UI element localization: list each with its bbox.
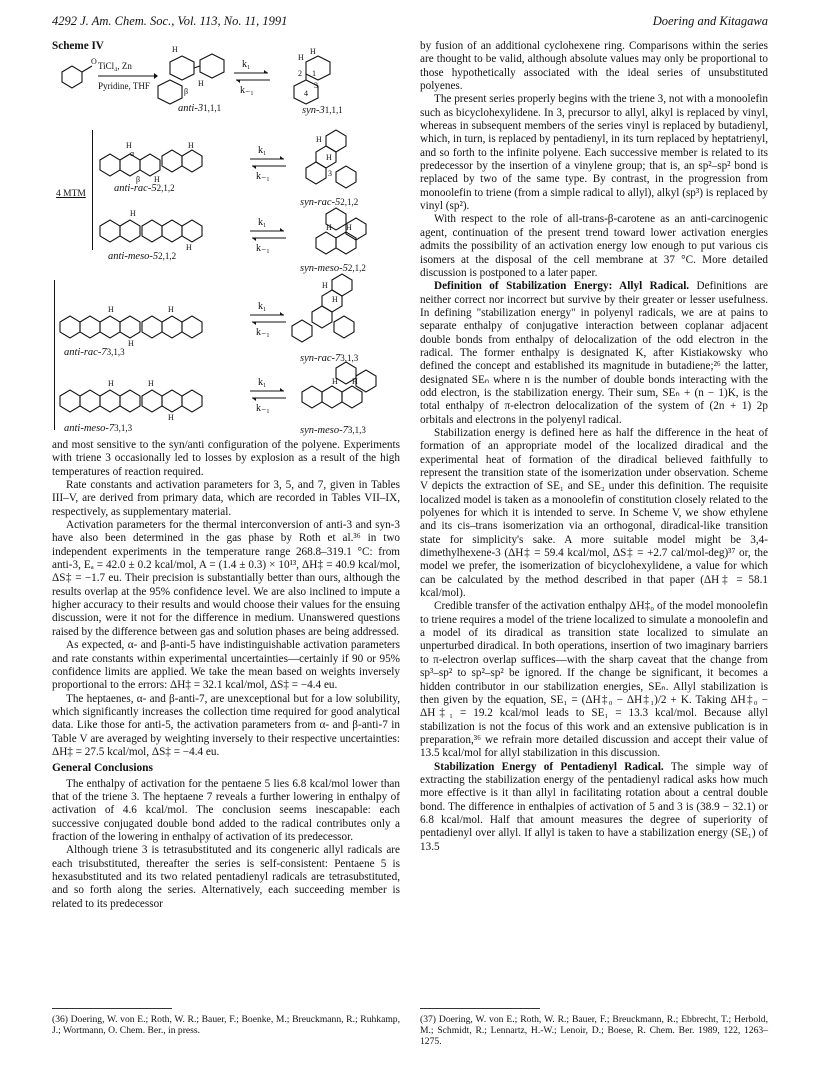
equilibrium-arrows-7b [250, 388, 286, 402]
k-1-label: k₋₁ [240, 85, 254, 96]
label-syn-3: syn-31,1,1 [302, 105, 343, 116]
cyclohexanone-structure [56, 58, 96, 88]
paragraph-text: The heptaenes, α- and β-anti-7, are unexceptional but for a low solubility, which significantly increases the collection time required for good analytical data. Like those for anti-5, the activation parameters from α- and β-anti-7 in Table V are averaged by weighting inversely to their respective uncertainties: ΔH‡ = 27.5 kcal/mol, ΔS‡ = −4.4 eu. [52, 692, 400, 758]
svg-text:4: 4 [304, 89, 308, 98]
svg-text:H: H [126, 141, 132, 150]
paragraph [52, 519, 400, 639]
label-anti-rac-5: anti-rac-52,1,2 [114, 183, 175, 194]
paragraph-text: The present series properly begins with the triene 3, not with a monoolefin such as bicyclohexylidene. In 3, precursor to allyl, alkyl is replaced by vinyl, whereas in subsequent members of the series vinyl is replaced by butadienyl, which, in turn, is replaced by pentadienyl, in its turn replaced by heptatrienyl, and so forth to the infinite polyene. Each successive member is related to its predecessor by the insertion of a vinylene group; that is, an sp²–sp² bond is replaced by two of the same type. By contrast, in the progression from monoolefin to triene (from a simple radical to allyl), alkyl (sp³) is replaced by vinyl (sp²). [420, 93, 768, 213]
svg-text:H: H [332, 295, 338, 304]
paragraph-text: The simple way of extracting the stabilization energy of the pentadienyl radical asks how much more effective is it than allyl in facilitating rotation about a central double bond. The difference in enthalpies of activation of 5 and 3 is (38.9 − 32.1) or 6.8 kcal/mol. Half that amount measures the degree of superiority of pentadienyl over allyl. If allyl is taken to have a stabilization energy (SE₁) of 13.5 [420, 760, 768, 853]
label-syn-rac-5: syn-rac-52,1,2 [300, 197, 359, 208]
footnote-rule-right [420, 1008, 540, 1009]
running-head [52, 14, 768, 34]
svg-text:H: H [154, 175, 160, 184]
right-column-text [420, 40, 768, 854]
svg-text:1: 1 [312, 69, 316, 78]
brace-5 [92, 130, 93, 250]
footnote-37: (37) Doering, W. von E.; Roth, W. R.; Bauer, F.; Breuckmann, R.; Ebbrecht, T.; Herbold, M.; Schmidt, R.; Lennartz, H.-W.; Lenoir, D.; Boese, R. Chem. Ber. 1989, 122, 1263–1275. [420, 1014, 768, 1048]
syn-meso-5-structure [296, 208, 376, 268]
svg-text:β: β [136, 175, 141, 184]
k1-label-7b: k₁ [258, 377, 267, 388]
paragraph-text: As expected, α- and β-anti-5 have indistinguishable activation parameters and rate constants within experimental uncertainties—certainly if 90 or 95% confidence limits are applied. We take the mean based on weights inversely proportional to the errors: ΔH‡ = 32.1 kcal/mol, ΔS‡ = −4.4 eu. [52, 639, 400, 692]
paragraph-text: Definitions are neither correct nor incorrect but survive by their greater or lesser usefulness. In defining "stabilization energy" in polyenyl radicals, we are at pains to separate enthalpy of conjugative interaction between coplanar adjacent double bonds from enthalpy of delocalization of the odd electron in the radical. The former enthalpy is designated K, after Kistiakowsky who defined the concept and established its magnitude in butadiene;²⁶ the latter, designated SEₙ where n is the number of double bonds interacting with the odd electron, is the stabilization energy. Their sum, SEₙ + (n − 1)K, is the total enthalpy of π-electron delocalization of the system of (2n + 1) 2p orbitals and electrons in the polyenyl radical. [420, 280, 768, 426]
svg-text:α: α [130, 149, 135, 158]
paragraph-text: With respect to the role of all-trans-β-carotene as an anti-carcinogenic agent, continuation of the present trend toward lower activation energies admits the possibility of an activation energy low enough to put various cis isomers at the disposal of the cell membrane at 37 °C. More detailed discussion is postponed to a later paper. [420, 213, 768, 279]
paragraph [52, 639, 400, 692]
svg-text:H: H [310, 47, 316, 56]
equilibrium-arrows-5a [250, 156, 286, 170]
anti-3-structure [160, 45, 230, 102]
k-1-label-5a: k₋₁ [256, 171, 270, 182]
svg-text:H: H [168, 413, 174, 422]
paragraph [52, 844, 400, 911]
paragraph-text: Activation parameters for the thermal interconversion of anti-3 and syn-3 have also been determined in the gas phase by Roth et al.³⁶ in two independent experiments in the temperature range 268.8–319.1 °C: from anti-3, Eₐ = 42.0 ± 0.2 kcal/mol, A = (1.4 ± 0.3) × 10¹³, ΔH‡ = 40.9 kcal/mol, ΔS‡ = −1.7 eu. Their precision is substantially better than ours, although the results overlap at the 95% confidence level. We are also inclined to impute a higher accuracy to their results and would choose their values for the ensuing discussion, were it not for the difference in medium. Unanswered questions raised by the difference between gas and solution phases are being addressed. [52, 519, 400, 638]
right-column [420, 40, 768, 854]
paragraph [420, 213, 768, 280]
svg-text:H: H [128, 339, 134, 348]
svg-text:H: H [186, 243, 192, 252]
svg-text:2: 2 [298, 69, 302, 78]
svg-text:H: H [172, 45, 178, 54]
k-1-label-7b: k₋₁ [256, 403, 270, 414]
paragraph-text: by fusion of an additional cyclohexene ring. Comparisons within the series are thought to be valid, although absolute values may only be proportional to those hypothetically associated with the ideal series of unsubstituted polyenes. [420, 40, 768, 93]
k1-label-5b: k₁ [258, 217, 267, 228]
paragraph-text: Credible transfer of the activation enthalpy ΔH‡₀ of the model monoolefin to triene requires a model of the triene localized to simulate a monoolefin and a model of its diradical as transition state localized to simulate an unperturbed diradical. In both operations, insertion of two imaginary barriers to π-electron overlap suffices—with the sharp caveat that the change from sp³–sp² to sp²–sp² be ignored. If the change be significant, it becomes a hidden contributor in our stabilization energies, SEₙ. Allyl stabilization is then given by the equation, SE₁ = (ΔH‡₀ − ΔH‡₁)/2 + K. Taking ΔH‡₀ − ΔH‡₁ = 19.2 kcal/mol leads to SE₁ = 13.3 kcal/mol. Because allyl stabilization is not the focus of this work and an extensive publication is in preparation,³⁶ we refrain more detailed discussion and accept their value of 13.5 kcal/mol for allyl stabilization in this discussion. [420, 600, 768, 760]
scheme-title: Scheme IV [52, 40, 104, 52]
svg-text:H: H [322, 281, 328, 290]
paragraph-text: The enthalpy of activation for the pentaene 5 lies 6.8 kcal/mol lower than that of the triene 3. The heptaene 7 reveals a further lowering in enthalpy of activation of 4.6 kcal/mol. The conclusion seems inescapable: each successive conjugated double bond added to the radical contributes only a fraction of the lowering in enthalpy of activation of its predecessor. [52, 777, 400, 843]
paragraph-text: and most sensitive to the syn/anti configuration of the polyene. Experiments with triene 3 occasionally led to losses by explosion as a result of the high temperatures of reaction required. [52, 439, 400, 478]
svg-text:H: H [352, 377, 358, 386]
paragraph [420, 280, 768, 427]
svg-text:β: β [184, 87, 189, 96]
svg-text:H: H [188, 141, 194, 150]
svg-text:H: H [326, 223, 332, 232]
syn-rac-7-structure [292, 274, 382, 354]
svg-text:H: H [108, 305, 114, 314]
paragraph [420, 761, 768, 854]
label-syn-rac-7: syn-rac-73,1,3 [300, 353, 359, 364]
reagent-bottom: Pyridine, THF [98, 81, 150, 91]
paragraph-run-in-heading: Definition of Stabilization Energy: Allyl Radical. [434, 280, 690, 293]
paragraph-run-in-heading: Stabilization Energy of Pentadienyl Radical. [434, 760, 664, 773]
footnote-rule-left [52, 1008, 172, 1009]
k1-label-5a: k₁ [258, 145, 267, 156]
svg-text:3: 3 [314, 81, 318, 90]
k1-label-7a: k₁ [258, 301, 267, 312]
k-1-label-5b: k₋₁ [256, 243, 270, 254]
brace-7 [54, 280, 55, 430]
paragraph-text: Stabilization energy is defined here as half the difference in the heat of formation of an appropriate model of the localized diradical and the experimental heat of formation of the diradical believed faithfully to represent the transition state of the isomerization under observation. Scheme V depicts the extraction of SE₁ and SE₂ under this definition. The requisite localized model is taken as a monoolefin of constitution closely related to the polyenes for which it is intended to serve. In Scheme V, we show ethylene and its cis–trans isomerization via an orthogonal, diradical-like transition state for simplicity's sake. A more suitable model might be 3,4-dimethylhexene-3 (ΔH‡ = 59.4 kcal/mol, ΔS‡ = +2.7 cal/mol-deg)³⁷ or, the model we prefer, the isomerization of bicyclohexylidene, a value for which can be calculated by the method described in that paper (ΔH‡ = 58.1 kcal/mol). [420, 426, 768, 600]
equilibrium-arrows-7a [250, 312, 286, 326]
scheme-iv [52, 40, 400, 475]
equilibrium-arrows [234, 70, 270, 84]
paragraph [52, 479, 400, 519]
section-heading: General Conclusions [52, 762, 153, 775]
paragraph [420, 427, 768, 600]
paragraph [420, 40, 768, 93]
paragraph [52, 693, 400, 760]
syn-rac-5-structure [296, 130, 376, 200]
svg-text:H: H [332, 377, 338, 386]
k1-label: k₁ [242, 59, 251, 70]
label-anti-meso-7: anti-meso-73,1,3 [64, 423, 133, 434]
equilibrium-arrows-5b [250, 228, 286, 242]
header-authors: Doering and Kitagawa [652, 14, 768, 28]
svg-text:H: H [198, 79, 204, 88]
svg-text:O: O [91, 57, 97, 66]
header-citation: 4292 J. Am. Chem. Soc., Vol. 113, No. 11, 1991 [52, 14, 288, 28]
paragraph-text: Although triene 3 is tetrasubstituted and its congeneric allyl radicals are each trisubstituted, thereafter the series is self-consistent: Pentaene 5 is hexasubstituted and its two related pentadienyl radicals are tetrasubstituted, and so forth along the series. Alternatively, each succeeding member is related to its predecessor [52, 844, 400, 910]
paragraph [420, 93, 768, 213]
svg-text:H: H [298, 53, 304, 62]
reaction-arrow [98, 73, 158, 79]
paragraph-text: Rate constants and activation parameters for 3, 5, and 7, given in Tables III–V, are derived from primary data, which are recorded in Tables VII–IX, respectively, as supplementary material. [52, 479, 400, 518]
svg-text:H: H [130, 209, 136, 218]
svg-text:H: H [326, 153, 332, 162]
label-syn-meso-7: syn-meso-73,1,3 [300, 425, 366, 436]
syn-meso-7-structure [292, 362, 382, 422]
anti-meso-5-structure [100, 209, 230, 252]
syn-3-structure [288, 47, 348, 110]
svg-text:H: H [346, 223, 352, 232]
svg-text:3: 3 [328, 169, 332, 178]
svg-text:H: H [316, 135, 322, 144]
paragraph [420, 600, 768, 760]
anti-rac-7-structure [60, 305, 240, 348]
mtm-label: 4 MTM [56, 189, 86, 199]
paragraph [52, 778, 400, 845]
left-column [52, 40, 400, 911]
anti-rac-5-structure [100, 140, 230, 184]
label-syn-meso-5: syn-meso-52,1,2 [300, 263, 366, 274]
svg-text:H: H [148, 379, 154, 388]
label-anti-3: anti-31,1,1 [178, 103, 222, 114]
label-anti-meso-5: anti-meso-52,1,2 [108, 251, 177, 262]
svg-text:H: H [108, 379, 114, 388]
label-anti-rac-7: anti-rac-73,1,3 [64, 347, 125, 358]
k-1-label-7a: k₋₁ [256, 327, 270, 338]
footnote-36: (36) Doering, W. von E.; Roth, W. R.; Bauer, F.; Boenke, M.; Breuckmann, R.; Ruhkamp, J.; Wortmann, O. Chem. Ber., in press. [52, 1014, 400, 1037]
reagent-top: TiCl₄, Zn [98, 61, 132, 71]
svg-text:H: H [168, 305, 174, 314]
anti-meso-7-structure [60, 379, 240, 422]
left-column-text [52, 439, 400, 911]
